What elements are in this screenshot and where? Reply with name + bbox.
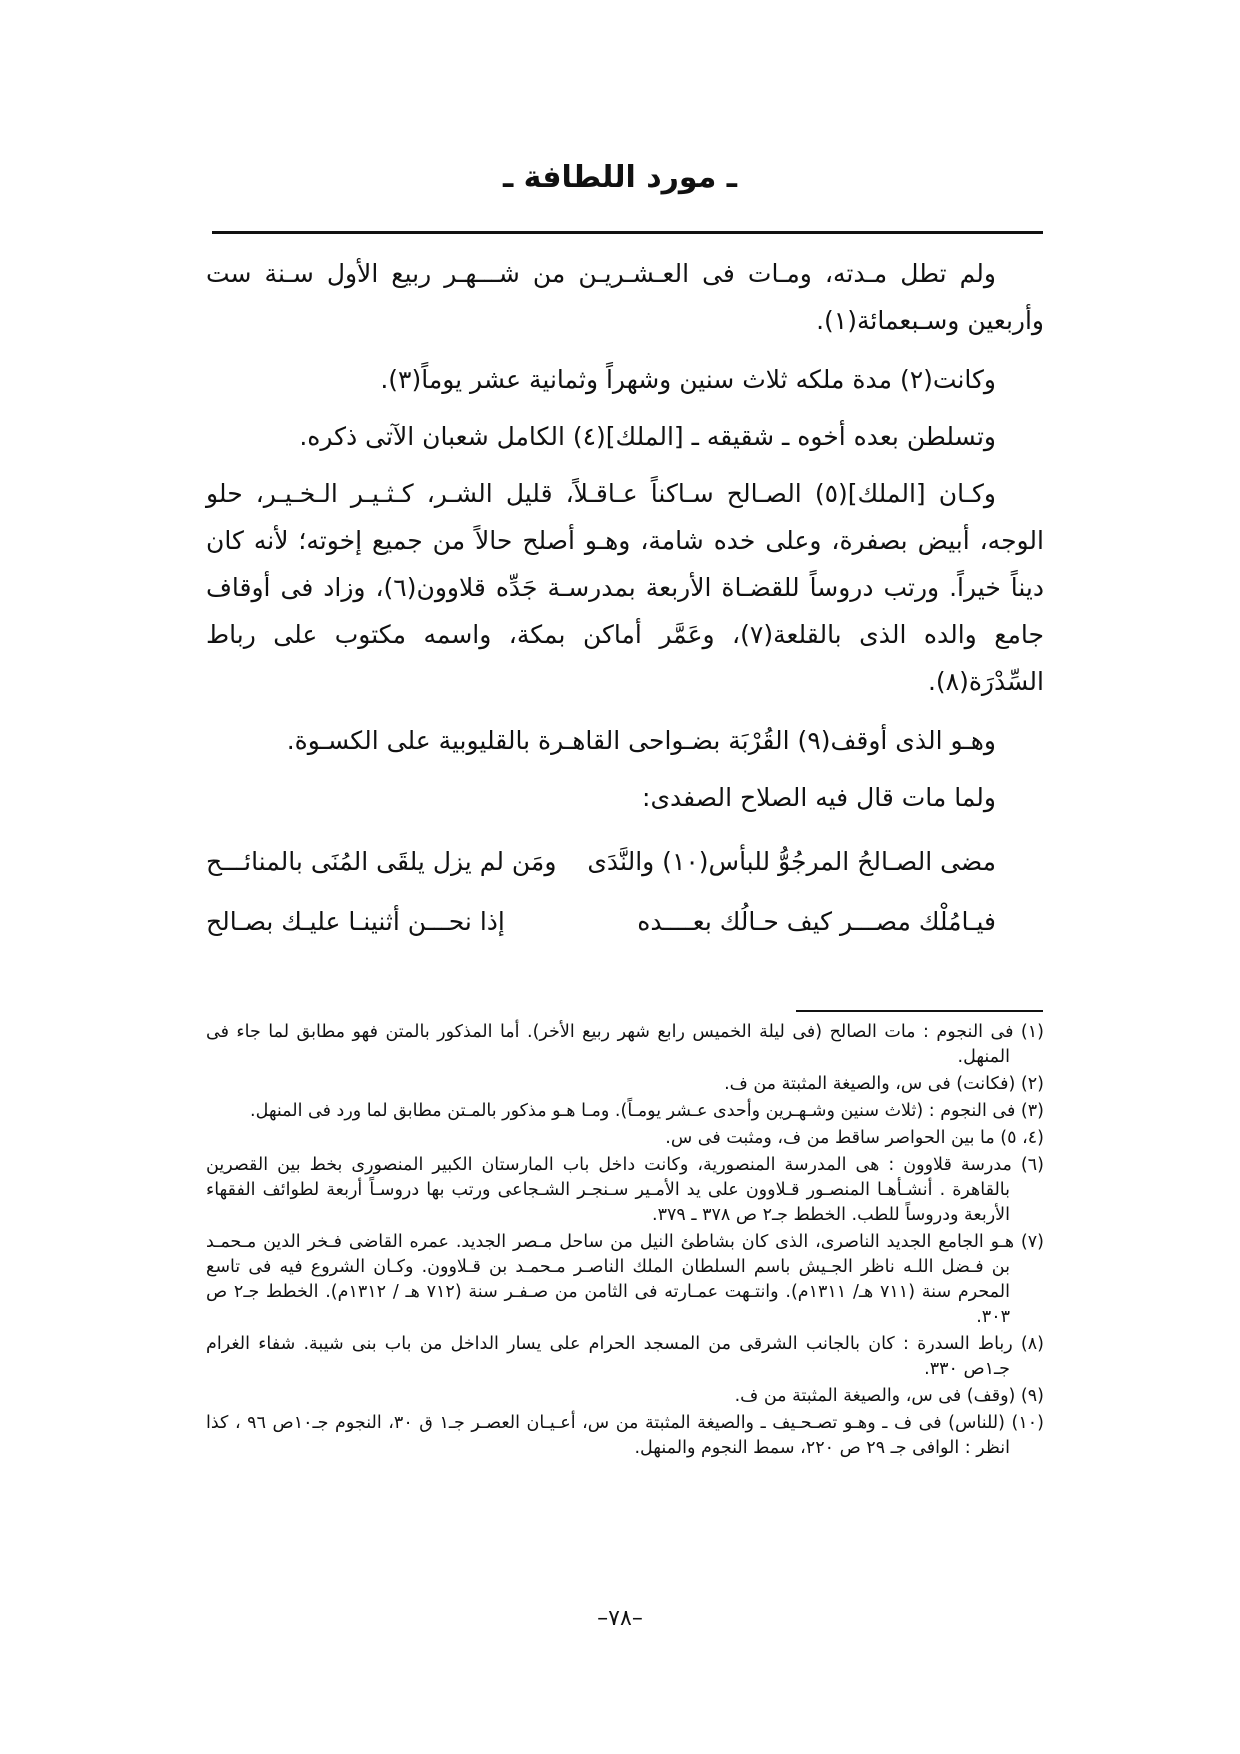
verse-1-first-hemistich: مضى الصـالحُ المرجُوُّ للبأس(١٠) والنَّدَى	[587, 846, 996, 876]
footnote-8: (٨) رباط السدرة : كان بالجانب الشرقى من المسجد الحرام على يسار الداخل من باب بنى شيبة. شفاء الغرام جـ١ص ٣٣٠.	[206, 1334, 1044, 1379]
paragraph-3: وتسلطن بعده أخوه ـ شقيقه ـ [الملك](٤) الكامل شعبان الآتى ذكره.	[299, 422, 996, 451]
footnotes	[206, 1020, 1044, 1463]
paragraph-2: وكانت(٢) مدة ملكه ثلاث سنين وشهراً وثمانية عشر يوماً(٣).	[380, 365, 996, 394]
footnote-9: (٩) (وقف) فى س، والصيغة المثبتة من ف.	[734, 1386, 1044, 1406]
footnote-2: (٢) (فكانت) فى س، والصيغة المثبتة من ف.	[724, 1074, 1044, 1094]
footnote-3: (٣) فى النجوم : (ثلاث سنين وشـهـرين وأحدى عـشر يومـاً). ومـا هـو مذكور بالمـتن مطابق لما ورد فى المنهل.	[250, 1101, 1044, 1121]
footnote-1: (١) فى النجوم : مات الصالح (فى ليلة الخميس رابع شهر ربيع الأخر). أما المذكور بالمتن فهو مطابق لما جاء فى المنهل.	[206, 1022, 1044, 1067]
footnote-7: (٧) هـو الجامع الجديد الناصرى، الذى كان بشاطئ النيل من ساحل مـصر الجديد. عمره القاضى فـخر الدين مـحمـد بن فـضل اللـه ناظر الجـيش باسم السلطان الملك الناصـر مـحمـد بن قـلاوون. وكـان الشروع فيه فى تاسع المحرم سنة (٧١١ هـ/ ١٣١١م). وانتـهت عمـارته فى الثامن من صـفـر سنة (٧١٢ هـ / ١٣١٢م). الخطط جـ٢ ص ٣٠٣.	[206, 1232, 1044, 1327]
footnote-6: (٦) مدرسة قلاوون : هى المدرسة المنصورية، وكانت داخل باب المارستان الكبير المنصورى بخط بين القصرين بالقاهرة . أنشـأهـا المنصـور قـلاوون على يد الأمـير سـنجـر الشـجاعى ورتب بها دروسـاً أربعة لطوائف الفقهاء الأربعة ودروساً للطب. الخطط جـ٢ ص ٣٧٨ ـ ٣٧٩.	[206, 1155, 1044, 1225]
paragraph-1: ولم تطل مـدته، ومـات فى العـشـريـن من شـــهـر ربيع الأول سـنة ست وأربعين وسـبعمائة(١).	[206, 259, 1044, 335]
poem-verse-2	[206, 891, 1044, 951]
paragraph-5: وهـو الذى أوقف(٩) القُرْبَة بضـواحى القاهـرة بالقليوبية على الكسـوة.	[286, 726, 996, 755]
verse-1-second-hemistich: ومَن لم يزل يلقَى المُنَى بالمنائـــح	[206, 846, 557, 876]
verse-2-second-hemistich: إذا نحـــن أثنينـا عليـك بصـالح	[206, 906, 505, 936]
paragraph-6: ولما مات قال فيه الصلاح الصفدى:	[642, 783, 996, 812]
footnote-4-5: (٤، ٥) ما بين الحواصر ساقط من ف، ومثبت فى س.	[665, 1128, 1044, 1148]
footnote-divider	[796, 1010, 1043, 1012]
poem-verse-1	[206, 831, 1044, 891]
main-text	[206, 250, 1044, 951]
header-divider	[212, 231, 1043, 234]
footnote-10: (١٠) (للناس) فى ف ـ وهـو تصـحـيف ـ والصيغة المثبتة من س، أعـيـان العصـر جـ١ ق ٣٠، النجوم جـ١٠ص ٩٦ ، كذا انظر : الوافى جـ ٢٩ ص ٢٢٠، سمط النجوم والمنهل.	[206, 1413, 1044, 1458]
page-number: –٧٨–	[597, 1606, 643, 1631]
running-header-title: ـ مورد اللطافة ـ	[502, 160, 737, 195]
verse-2-first-hemistich: فيـامُلْك مصـــر كيف حـالُك بعــــده	[637, 906, 996, 936]
paragraph-4: وكـان [الملك](٥) الصـالح سـاكناً عـاقـلاً، قليل الشـر، كـثـيـر الـخـيـر، حلو الوجه، أبيض بصفرة، وعلى خده شامة، وهـو أصلح حالاً من جميع إخوته؛ لأنه كان ديناً خيراً. ورتب دروساً للقضـاة الأربعة بمدرسـة جَدِّه قلاوون(٦)، وزاد فى أوقاف جامع والده الذى بالقلعة(٧)، وعَمَّر أماكن بمكة، واسمه مكتوب على رباط السِّدْرَة(٨).	[206, 479, 1045, 696]
poem	[206, 831, 1044, 951]
